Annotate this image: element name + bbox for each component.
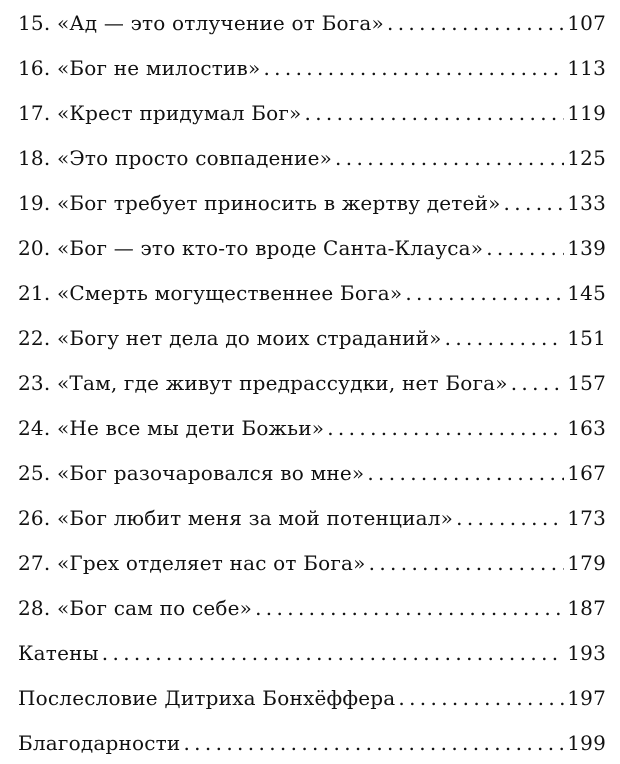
dot-leader	[405, 278, 564, 308]
toc-entry-page: 179	[567, 551, 606, 575]
toc-entry	[18, 188, 606, 218]
toc-entry-title: Послесловие Дитриха Бонхёффера	[18, 686, 396, 710]
toc-entry	[18, 728, 606, 758]
toc-entry-page: 119	[567, 101, 606, 125]
toc-entry	[18, 98, 606, 128]
toc-entry-page: 173	[567, 506, 606, 530]
toc-entry-title: Катены	[18, 641, 99, 665]
dot-leader	[456, 503, 564, 533]
toc-entry	[18, 458, 606, 488]
toc-entry	[18, 233, 606, 263]
toc-entry-page: 145	[567, 281, 606, 305]
toc-entry-page: 113	[567, 56, 606, 80]
toc-entry-title: 24. «Не все мы дети Божьи»	[18, 416, 325, 440]
dot-leader	[367, 458, 564, 488]
toc-entry	[18, 593, 606, 623]
toc-entry-title: 27. «Грех отделяет нас от Бога»	[18, 551, 366, 575]
toc-entry-page: 125	[567, 146, 606, 170]
toc-entry-page: 167	[567, 461, 606, 485]
dot-leader	[511, 368, 565, 398]
dot-leader	[369, 548, 565, 578]
toc-entry-page: 133	[567, 191, 606, 215]
toc-entry-title: 16. «Бог не милостив»	[18, 56, 261, 80]
dot-leader	[504, 188, 565, 218]
toc-entry-title: 28. «Бог сам по себе»	[18, 596, 253, 620]
toc-entry	[18, 683, 606, 713]
toc-entry-title: 19. «Бог требует приносить в жертву детей»	[18, 191, 501, 215]
toc-entry	[18, 368, 606, 398]
toc-entry	[18, 638, 606, 668]
toc-entry-title: 21. «Смерть могущественнее Бога»	[18, 281, 403, 305]
toc-entry-title: 23. «Там, где живут предрассудки, нет Бога»	[18, 371, 508, 395]
toc-entry	[18, 143, 606, 173]
toc-entry-title: Благодарности	[18, 731, 181, 755]
toc-entry-title: 25. «Бог разочаровался во мне»	[18, 461, 365, 485]
toc-entry-title: 18. «Это просто совпадение»	[18, 146, 333, 170]
toc-entry	[18, 278, 606, 308]
dot-leader	[486, 233, 564, 263]
toc-entry-title: 20. «Бог — это кто-то вроде Санта-Клауса»	[18, 236, 484, 260]
toc-entry-page: 197	[567, 686, 606, 710]
toc-entry	[18, 503, 606, 533]
toc-entry-page: 163	[567, 416, 606, 440]
toc-entry	[18, 548, 606, 578]
toc-entry	[18, 413, 606, 443]
dot-leader	[335, 143, 564, 173]
toc-entry-title: 26. «Бог любит меня за мой потенциал»	[18, 506, 454, 530]
toc-entry	[18, 323, 606, 353]
toc-entry-page: 199	[567, 731, 606, 755]
toc-entry-title: 22. «Богу нет дела до моих страданий»	[18, 326, 442, 350]
toc-entry-page: 193	[567, 641, 606, 665]
toc-entry-page: 139	[567, 236, 606, 260]
dot-leader	[445, 323, 565, 353]
dot-leader	[304, 98, 564, 128]
dot-leader	[263, 53, 564, 83]
dot-leader	[327, 413, 564, 443]
dot-leader	[102, 638, 564, 668]
dot-leader	[183, 728, 564, 758]
toc-entry-page: 107	[567, 11, 606, 35]
toc-entry-title: 17. «Крест придумал Бог»	[18, 101, 302, 125]
toc-entry-page: 187	[567, 596, 606, 620]
toc-entry-page: 157	[567, 371, 606, 395]
toc-entry	[18, 53, 606, 83]
toc-entry	[18, 8, 606, 38]
dot-leader	[398, 683, 564, 713]
dot-leader	[387, 8, 564, 38]
dot-leader	[255, 593, 564, 623]
toc-entry-page: 151	[567, 326, 606, 350]
toc-entry-title: 15. «Ад — это отлучение от Бога»	[18, 11, 384, 35]
